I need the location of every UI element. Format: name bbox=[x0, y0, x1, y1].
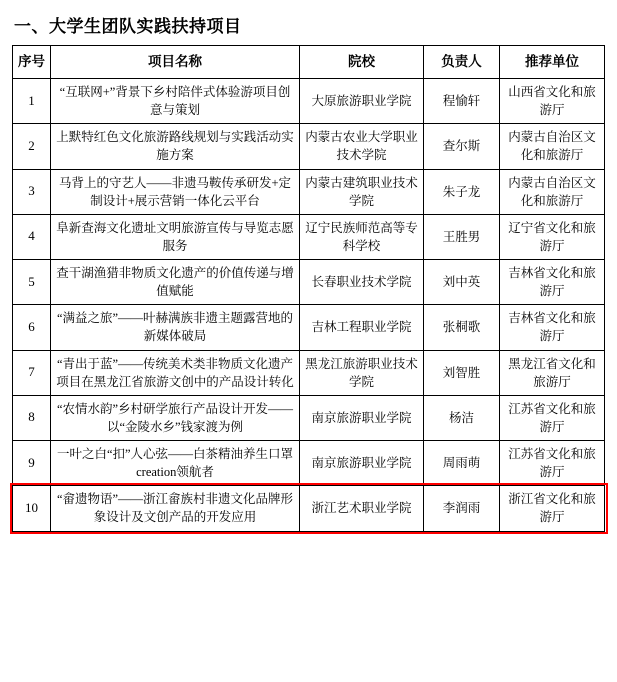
cell-project: “农情水韵”乡村研学旅行产品设计开发——以“金陵水乡”钱家渡为例 bbox=[51, 395, 300, 440]
cell-school: 内蒙古农业大学职业技术学院 bbox=[300, 124, 424, 169]
cell-unit: 吉林省文化和旅游厅 bbox=[500, 260, 605, 305]
cell-leader: 杨洁 bbox=[424, 395, 500, 440]
cell-seq: 4 bbox=[13, 214, 51, 259]
cell-leader: 刘智胜 bbox=[424, 350, 500, 395]
cell-unit: 吉林省文化和旅游厅 bbox=[500, 305, 605, 350]
table-row bbox=[13, 305, 605, 350]
cell-project: 上默特红色文化旅游路线规划与实践活动实施方案 bbox=[51, 124, 300, 169]
cell-seq: 5 bbox=[13, 260, 51, 305]
cell-leader: 朱子龙 bbox=[424, 169, 500, 214]
cell-project: 阜新查海文化遗址文明旅游宣传与导览志愿服务 bbox=[51, 214, 300, 259]
cell-school: 辽宁民族师范高等专科学校 bbox=[300, 214, 424, 259]
column-header-unit: 推荐单位 bbox=[500, 46, 605, 79]
table-row bbox=[13, 169, 605, 214]
table-row bbox=[13, 441, 605, 486]
column-header-project: 项目名称 bbox=[51, 46, 300, 79]
cell-seq: 9 bbox=[13, 441, 51, 486]
cell-seq: 8 bbox=[13, 395, 51, 440]
cell-project: “互联网+”背景下乡村陪伴式体验游项目创意与策划 bbox=[51, 79, 300, 124]
cell-project: “满益之旅”——叶赫满族非遗主题露营地的新媒体破局 bbox=[51, 305, 300, 350]
cell-leader: 刘中英 bbox=[424, 260, 500, 305]
table-row bbox=[13, 124, 605, 169]
cell-leader: 查尔斯 bbox=[424, 124, 500, 169]
cell-seq: 6 bbox=[13, 305, 51, 350]
cell-school: 黑龙江旅游职业技术学院 bbox=[300, 350, 424, 395]
cell-school: 大原旅游职业学院 bbox=[300, 79, 424, 124]
cell-unit: 山西省文化和旅游厅 bbox=[500, 79, 605, 124]
cell-unit: 江苏省文化和旅游厅 bbox=[500, 441, 605, 486]
cell-project: 马背上的守艺人——非遗马鞍传承研发+定制设计+展示营销一体化云平台 bbox=[51, 169, 300, 214]
cell-unit: 内蒙古自治区文化和旅游厅 bbox=[500, 169, 605, 214]
cell-unit: 黑龙江省文化和旅游厅 bbox=[500, 350, 605, 395]
column-header-seq: 序号 bbox=[13, 46, 51, 79]
cell-leader: 程愉轩 bbox=[424, 79, 500, 124]
page-title: 一、大学生团队实践扶持项目 bbox=[14, 17, 242, 36]
cell-school: 长春职业技术学院 bbox=[300, 260, 424, 305]
cell-project: 一叶之白“扣”人心弦——白茶精油养生口罩creation领航者 bbox=[51, 441, 300, 486]
project-table bbox=[12, 45, 605, 532]
cell-seq: 2 bbox=[13, 124, 51, 169]
table-row-highlighted bbox=[13, 486, 605, 531]
cell-leader: 王胜男 bbox=[424, 214, 500, 259]
table-row bbox=[13, 395, 605, 440]
cell-school: 南京旅游职业学院 bbox=[300, 395, 424, 440]
cell-leader: 张桐歌 bbox=[424, 305, 500, 350]
cell-unit: 江苏省文化和旅游厅 bbox=[500, 395, 605, 440]
cell-seq: 1 bbox=[13, 79, 51, 124]
table-row bbox=[13, 79, 605, 124]
table-row bbox=[13, 260, 605, 305]
cell-unit: 浙江省文化和旅游厅 bbox=[500, 486, 605, 531]
cell-seq: 10 bbox=[13, 486, 51, 531]
table-header-row bbox=[13, 46, 605, 79]
cell-project: 查干湖渔猎非物质文化遗产的价值传递与增值赋能 bbox=[51, 260, 300, 305]
cell-unit: 内蒙古自治区文化和旅游厅 bbox=[500, 124, 605, 169]
cell-project: “畲遗物语”——浙江畲族村非遗文化品牌形象设计及文创产品的开发应用 bbox=[51, 486, 300, 531]
cell-school: 南京旅游职业学院 bbox=[300, 441, 424, 486]
table-header bbox=[13, 46, 605, 79]
cell-school: 吉林工程职业学院 bbox=[300, 305, 424, 350]
cell-leader: 周雨萌 bbox=[424, 441, 500, 486]
cell-school: 浙江艺术职业学院 bbox=[300, 486, 424, 531]
table-row bbox=[13, 350, 605, 395]
column-header-school: 院校 bbox=[300, 46, 424, 79]
cell-project: “青出于蓝”——传统美术类非物质文化遗产项目在黑龙江省旅游文创中的产品设计转化 bbox=[51, 350, 300, 395]
column-header-leader: 负责人 bbox=[424, 46, 500, 79]
table-body bbox=[13, 79, 605, 532]
cell-leader: 李润雨 bbox=[424, 486, 500, 531]
cell-seq: 3 bbox=[13, 169, 51, 214]
table-row bbox=[13, 214, 605, 259]
cell-seq: 7 bbox=[13, 350, 51, 395]
cell-school: 内蒙古建筑职业技术学院 bbox=[300, 169, 424, 214]
cell-unit: 辽宁省文化和旅游厅 bbox=[500, 214, 605, 259]
